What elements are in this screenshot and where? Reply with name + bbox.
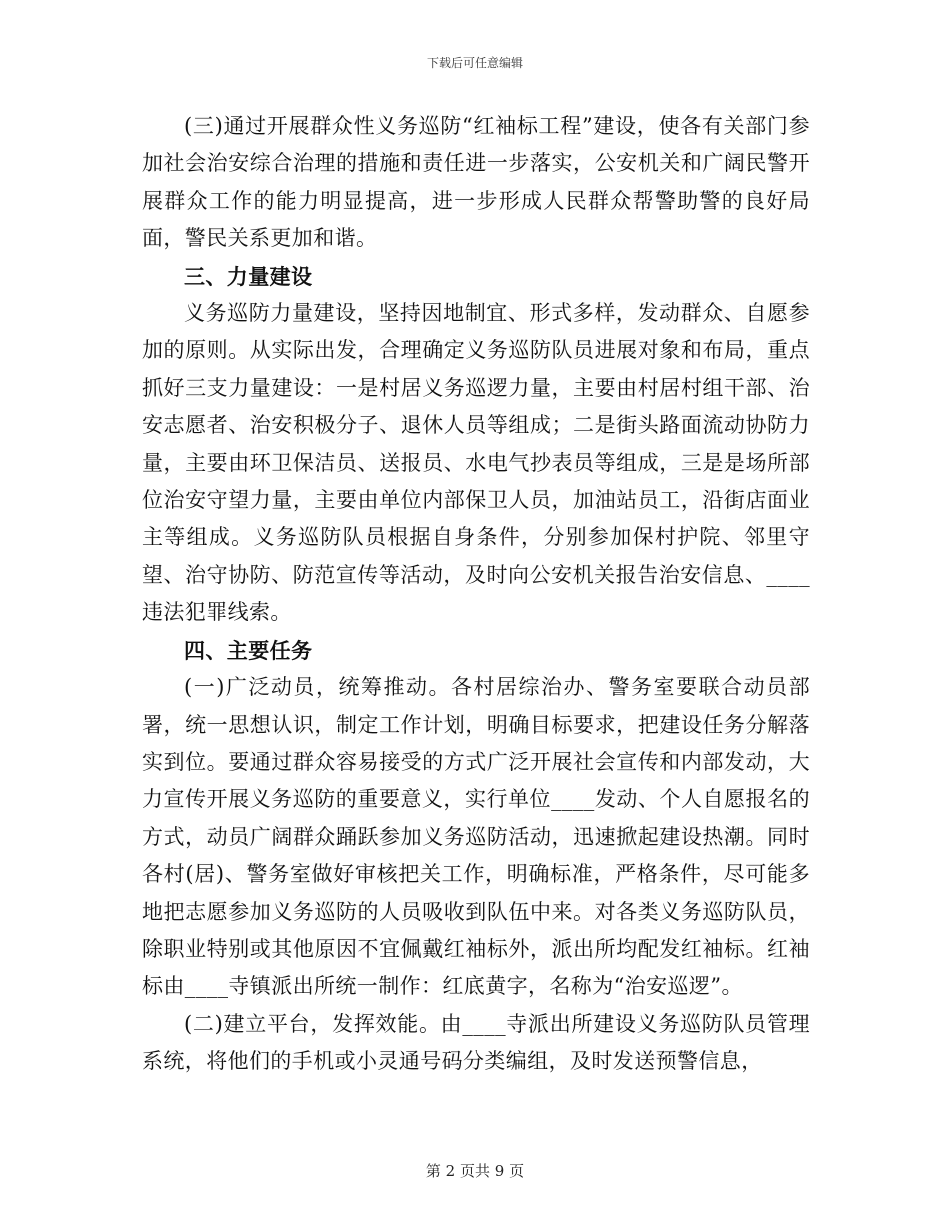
page-footer: 第 2 页共 9 页 [425, 1162, 525, 1180]
paragraph-task-1: (一)广泛动员，统筹推动。各村居综治办、警务室要联合动员部署，统一思想认识，制定工作计划，明确目标要求，把建设任务分解落实到位。要通过群众容易接受的方式广泛开展社会宣传和内部发动，大力宣传开展义务巡防的重要意义，实行单位____发动、个人自愿报名的方式，动员广阔群众踊跃参加义务巡防活动，迅速掀起建设热潮。同时各村(居)、警务室做好审核把关工作，明确标准，严格条件，尽可能多地把志愿参加义务巡防的人员吸收到队伍中来。对各类义务巡防队员，除职业特别或其他原因不宜佩戴红袖标外，派出所均配发红袖标。红袖标由____寺镇派出所统一制作：红底黄字，名称为“治安巡逻”。 [142, 675, 810, 999]
paragraph-section-2-item-3: (三)通过开展群众性义务巡防“红袖标工程”建设，使各有关部门参加社会治安综合治理的措施和责任进一步落实，公安机关和广阔民警开展群众工作的能力明显提高，进一步形成人民群众帮警助警的良好局面，警民关系更加和谐。 [142, 114, 810, 251]
document-body [142, 108, 810, 1081]
paragraph-force-building: 义务巡防力量建设，坚持因地制宜、形式多样，发动群众、自愿参加的原则。从实际出发，合理确定义务巡防队员进展对象和布局，重点抓好三支力量建设：一是村居义务巡逻力量，主要由村居村组干部、治安志愿者、治安积极分子、退休人员等组成；二是街头路面流动协防力量，主要由环卫保洁员、送报员、水电气抄表员等组成，三是是场所部位治安守望力量，主要由单位内部保卫人员，加油站员工，沿街店面业主等组成。义务巡防队员根据自身条件，分别参加保村护院、邻里守望、治守协防、防范宣传等活动，及时向公安机关报告治安信息、____违法犯罪线索。 [142, 301, 810, 625]
page-header: 下载后可任意编辑 [426, 56, 523, 70]
heading-force-building: 三、力量建设 [184, 263, 313, 289]
heading-main-tasks: 四、主要任务 [184, 637, 313, 663]
paragraph-task-2: (二)建立平台，发挥效能。由____寺派出所建设义务巡防队员管理系统，将他们的手机或小灵通号码分类编组，及时发送预警信息， [142, 1011, 810, 1074]
